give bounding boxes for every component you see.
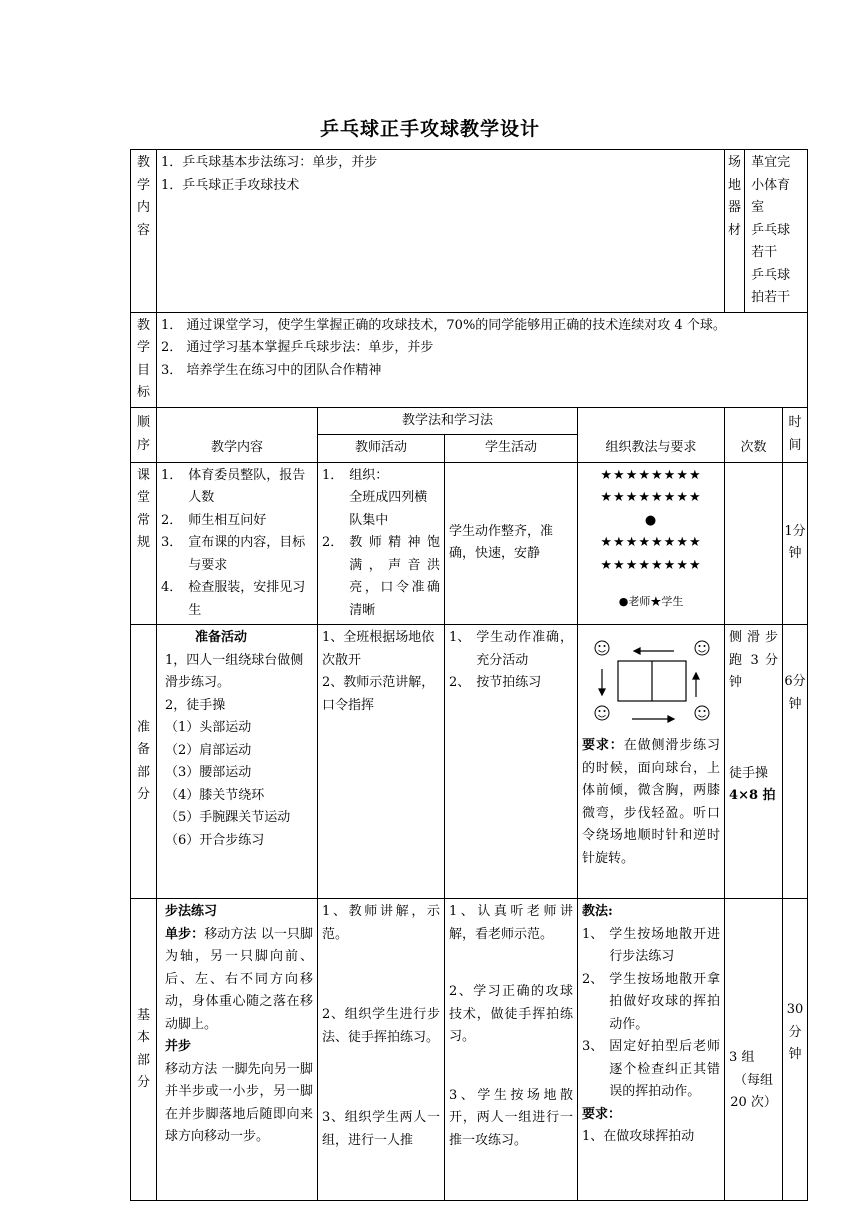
routine-student: 学生动作整齐，准确，快速，安静 [445, 462, 578, 625]
order-header: 顺序 [131, 407, 157, 462]
warmup-student-item: 1、 学生动作准确，充分活动 [449, 630, 573, 668]
goal-item: 1． 通过课堂学习，使学生掌握正确的攻球技术，70%的同学能够用正确的技术连续对攻 4 个球。 [161, 317, 726, 333]
warmup-student-item: 2、 按节拍练习 [449, 675, 542, 690]
basic-req-item: 1、在做攻球挥拍动 [582, 1129, 695, 1144]
method-label: 教法: [582, 904, 613, 919]
basic-duration: 30分钟 [783, 899, 808, 1201]
single-step-desc: 单步：移动方法 以一只脚为轴，另一只脚向前、后、左、右不同方向移动，身体重心随之落在移动脚上。 [165, 926, 313, 1032]
sets-detail: （每组 20 次） [730, 1072, 777, 1110]
warmup-item: （4）膝关节绕环 [165, 787, 265, 803]
warmup-heading: 准备活动 [195, 630, 248, 645]
warmup-item: （6）开合步练习 [165, 832, 265, 848]
basic-student-item: 2、学习正确的攻球技术，做徒手挥拍练习。 [449, 984, 573, 1044]
exercise-label: 徒手操 [729, 765, 769, 781]
warmup-student [445, 625, 578, 899]
goals-label: 教学目标 [131, 312, 157, 407]
double-step-desc: 移动方法 一脚先向另一脚并半步或一小步，另一脚在并步脚落地后随即向来球方向移动一步。 [165, 1061, 313, 1144]
side-step-times: 侧滑步跑 3 分钟 [729, 630, 779, 690]
basic-student-item: 3、学生按场地散开，两人一组进行一推一攻练习。 [449, 1087, 573, 1148]
warmup-item: （5）手腕踝关节运动 [165, 810, 291, 825]
content-cell [157, 150, 725, 313]
routine-teacher-item: 2． 教师精神饱满，声音洪亮，口令准确清晰 [322, 535, 440, 618]
routine-item: 2． 师生相互问好 [161, 512, 267, 528]
teaching-content-header: 教学内容 [157, 407, 318, 462]
routine-teacher [318, 462, 445, 625]
basic-teacher-item: 3、组织学生两人一组，进行一人推 [322, 1110, 440, 1148]
warmup-item: 2，徒手操 [165, 697, 226, 713]
double-step-heading: 并步 [165, 1039, 192, 1054]
table-rotation-diagram [592, 635, 712, 731]
routine-section-label: 课堂常规 [131, 462, 157, 625]
basic-teacher-item: 2、组织学生进行步法、徒手挥拍练习。 [322, 1007, 440, 1045]
routine-content [157, 462, 318, 625]
method-item: 1、 学生按场地散开进行步法练习 [582, 926, 721, 964]
arrow-icon [599, 648, 699, 722]
routine-item: 4． 检查服装，安排见习生 [161, 580, 306, 618]
student-activity-header: 学生活动 [445, 435, 578, 463]
goal-item: 3． 培养学生在练习中的团队合作精神 [161, 362, 382, 378]
basic-req-label: 要求： [582, 1106, 622, 1122]
basic-org [578, 899, 725, 1201]
student-stars-row: ★★★★★★★★ [600, 490, 702, 505]
sets-count: 3 组 [729, 1050, 755, 1065]
basic-row [131, 899, 808, 1201]
warmup-requirement: 要求：在做侧滑步练习的时候，面向球台，上体前倾，微含胸，两膝微弯，步伐轻盈。听口令绕场地顺时针和逆时针旋转。 [582, 738, 721, 866]
content-label: 教学内容 [131, 150, 157, 313]
warmup-item: 1，四人一组绕球台做侧滑步练习。 [165, 652, 304, 690]
teacher-dot: ● [644, 512, 658, 528]
warmup-teacher [318, 625, 445, 899]
warmup-item: （1）头部运动 [165, 720, 252, 735]
warmup-section-label: 准备部分 [131, 625, 157, 899]
header-row-1 [131, 407, 808, 435]
teacher-activity-header: 教师活动 [318, 435, 445, 463]
method-header: 教学法和学习法 [318, 407, 578, 435]
side-step-diagram [592, 635, 712, 731]
duration-header: 时间 [783, 407, 808, 462]
routine-teacher-item: 1． 组织： 全班成四列横队集中 [322, 467, 428, 528]
warmup-content [157, 625, 318, 899]
routine-item: 1． 体育委员整队，报告人数 [161, 467, 306, 505]
warmup-item: （2）肩部运动 [165, 742, 252, 758]
venue-item: 乒乓球若干 [751, 222, 791, 260]
footwork-heading: 步法练习 [165, 904, 218, 919]
lesson-plan-table [130, 149, 808, 1201]
goal-item: 2． 通过学习基本掌握乒乓球步法：单步，并步 [161, 340, 434, 355]
warmup-item: （3）腰部运动 [165, 765, 252, 780]
warmup-row [131, 625, 808, 899]
method-item: 2、 学生按场地散开拿拍做好攻球的挥拍动作。 [582, 971, 721, 1032]
times-header: 次数 [725, 407, 783, 462]
warmup-duration: 6分钟 [783, 625, 808, 899]
routine-row [131, 462, 808, 625]
basic-student [445, 899, 578, 1201]
student-stars-row: ★★★★★★★★ [600, 535, 702, 550]
exercise-beats: 4×8 拍 [729, 788, 776, 803]
basic-teacher [318, 899, 445, 1201]
goals-row [131, 312, 808, 407]
content-item: 1．乒乓球正手攻球技术 [161, 177, 300, 193]
warmup-teacher-item: 1、全班根据场地依次散开 [322, 630, 435, 668]
basic-content [157, 899, 318, 1201]
venue-item: 乒乓球拍若干 [751, 267, 791, 305]
student-stars-row: ★★★★★★★★ [600, 557, 702, 573]
venue-label: 场地器材 [725, 150, 745, 312]
org-method-header: 组织教法与要求 [578, 407, 725, 462]
warmup-org [578, 625, 725, 899]
warmup-teacher-item: 2、教师示范讲解，口令指挥 [322, 675, 435, 713]
routine-times [725, 462, 783, 625]
content-item: 1．乒乓球基本步法练习：单步，并步 [161, 155, 378, 170]
basic-student-item: 1、认真听老师讲解，看老师示范。 [449, 904, 573, 942]
routine-formation [578, 462, 725, 625]
basic-times [725, 899, 783, 1201]
venue-cell [725, 150, 808, 313]
venue-item: 革宜完小体育室 [751, 155, 791, 215]
basic-teacher-item: 1、教师讲解，示范。 [322, 904, 440, 942]
content-row [131, 150, 808, 313]
student-stars-row: ★★★★★★★★ [600, 467, 702, 483]
routine-duration: 1分钟 [783, 462, 808, 625]
method-item: 3、 固定好拍型后老师逐个检查纠正其错误的挥拍动作。 [582, 1039, 721, 1099]
routine-item: 3． 宣布课的内容，目标与要求 [161, 535, 306, 573]
warmup-times [725, 625, 783, 899]
basic-section-label: 基本部分 [131, 899, 157, 1201]
goals-cell [157, 312, 808, 407]
formation-legend: ●老师★学生 [618, 595, 684, 608]
page-title: 乒乓球正手攻球教学设计 [319, 118, 540, 140]
